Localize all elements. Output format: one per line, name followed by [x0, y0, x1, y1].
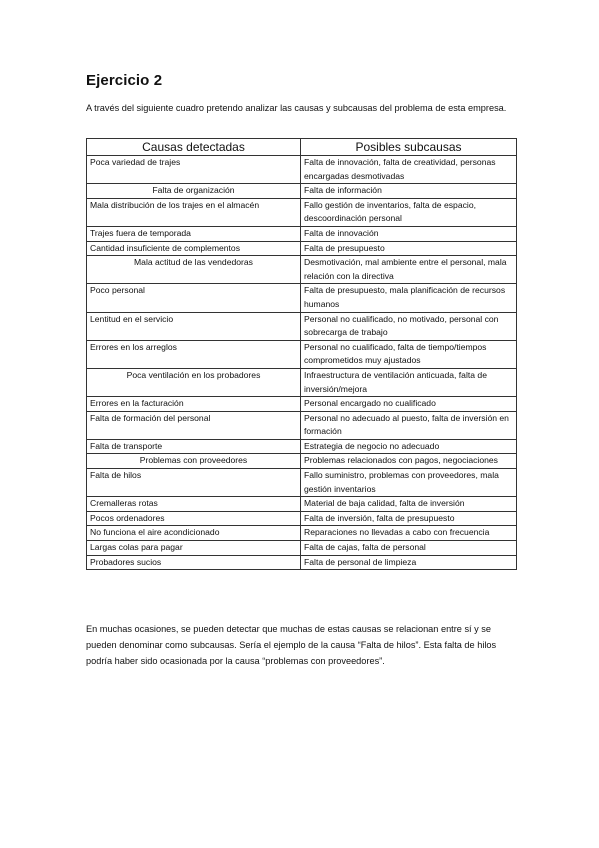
subcause-cell: Personal encargado no cualificado: [301, 397, 517, 412]
subcause-cell: Falta de inversión, falta de presupuesto: [301, 511, 517, 526]
table-row: [87, 541, 517, 556]
subcause-cell: Falta de personal de limpieza: [301, 555, 517, 570]
subcause-cell: Falta de información: [301, 184, 517, 199]
subcause-cell: Personal no adecuado al puesto, falta de inversión en formación: [301, 411, 517, 439]
subcause-cell: Falta de innovación, falta de creatividad, personas encargadas desmotivadas: [301, 156, 517, 184]
header-causes: Causas detectadas: [87, 139, 301, 156]
subcause-cell: Falta de innovación: [301, 226, 517, 241]
cause-cell: Probadores sucios: [87, 555, 301, 570]
subcause-cell: Estrategia de negocio no adecuado: [301, 439, 517, 454]
subcause-cell: Personal no cualificado, no motivado, personal con sobrecarga de trabajo: [301, 312, 517, 340]
subcause-cell: Fallo gestión de inventarios, falta de espacio, descoordinación personal: [301, 198, 517, 226]
subcause-cell: Fallo suministro, problemas con proveedores, mala gestión inventarios: [301, 469, 517, 497]
table-row: [87, 397, 517, 412]
table-row: [87, 156, 517, 184]
document-title: Ejercicio 2: [86, 72, 163, 89]
cause-cell: Problemas con proveedores: [87, 454, 301, 469]
cause-cell: Cantidad insuficiente de complementos: [87, 241, 301, 256]
table-row: [87, 198, 517, 226]
cause-cell: Falta de formación del personal: [87, 411, 301, 439]
cause-cell: Pocos ordenadores: [87, 511, 301, 526]
header-subcauses: Posibles subcausas: [301, 139, 517, 156]
conclusion-paragraph: En muchas ocasiones, se pueden detectar que muchas de estas causas se relacionan entre sí y se pueden denominar como subcausas. Sería el ejemplo de la causa “Falta de hilos”. Esta falta de hilos podría haber sido ocasionada por la causa “problemas con proveedores”.: [86, 624, 497, 666]
subcause-cell: Falta de cajas, falta de personal: [301, 541, 517, 556]
causes-table: [86, 138, 517, 570]
table-header-row: [87, 139, 517, 156]
cause-cell: Trajes fuera de temporada: [87, 226, 301, 241]
cause-cell: Lentitud en el servicio: [87, 312, 301, 340]
table-row: [87, 526, 517, 541]
table-row: [87, 340, 517, 368]
cause-cell: No funciona el aire acondicionado: [87, 526, 301, 541]
subcause-cell: Falta de presupuesto: [301, 241, 517, 256]
cause-cell: Falta de hilos: [87, 469, 301, 497]
subcause-cell: Personal no cualificado, falta de tiempo/tiempos comprometidos muy ajustados: [301, 340, 517, 368]
cause-cell: Falta de transporte: [87, 439, 301, 454]
subcause-cell: Problemas relacionados con pagos, negociaciones: [301, 454, 517, 469]
table-row: [87, 312, 517, 340]
cause-cell: Errores en los arreglos: [87, 340, 301, 368]
table-row: [87, 184, 517, 199]
table-row: [87, 555, 517, 570]
table-row: [87, 497, 517, 512]
cause-cell: Cremalleras rotas: [87, 497, 301, 512]
intro-paragraph: A través del siguiente cuadro pretendo analizar las causas y subcausas del problema de esta empresa.: [86, 103, 507, 113]
cause-cell: Poca ventilación en los probadores: [87, 368, 301, 396]
table-row: [87, 469, 517, 497]
cause-cell: Mala actitud de las vendedoras: [87, 256, 301, 284]
table-row: [87, 454, 517, 469]
table-row: [87, 284, 517, 312]
cause-cell: Poca variedad de trajes: [87, 156, 301, 184]
subcause-cell: Falta de presupuesto, mala planificación de recursos humanos: [301, 284, 517, 312]
table-row: [87, 411, 517, 439]
table-row: [87, 226, 517, 241]
subcause-cell: Material de baja calidad, falta de inversión: [301, 497, 517, 512]
cause-cell: Errores en la facturación: [87, 397, 301, 412]
table-body: [87, 156, 517, 570]
subcause-cell: Desmotivación, mal ambiente entre el personal, mala relación con la directiva: [301, 256, 517, 284]
table-row: [87, 439, 517, 454]
cause-cell: Falta de organización: [87, 184, 301, 199]
cause-cell: Largas colas para pagar: [87, 541, 301, 556]
subcause-cell: Infraestructura de ventilación anticuada, falta de inversión/mejora: [301, 368, 517, 396]
table-row: [87, 511, 517, 526]
table-row: [87, 241, 517, 256]
table-row: [87, 256, 517, 284]
cause-cell: Poco personal: [87, 284, 301, 312]
subcause-cell: Reparaciones no llevadas a cabo con frecuencia: [301, 526, 517, 541]
table-row: [87, 368, 517, 396]
cause-cell: Mala distribución de los trajes en el almacén: [87, 198, 301, 226]
